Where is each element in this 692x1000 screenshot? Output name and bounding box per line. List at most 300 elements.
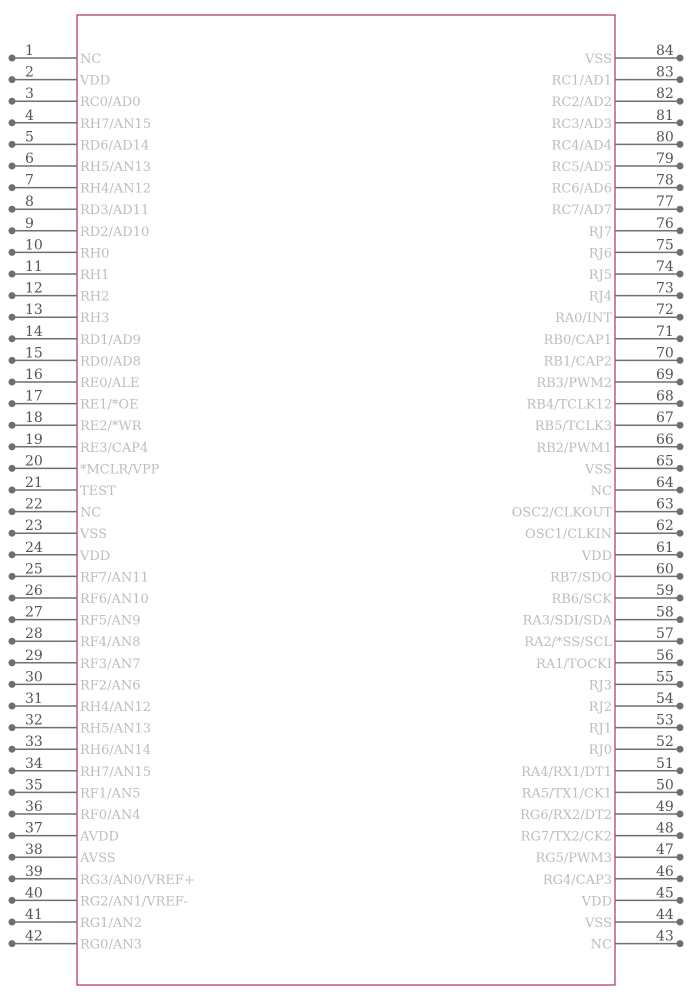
pin-number: 19 — [25, 431, 43, 448]
pin-number: 42 — [25, 928, 43, 945]
pin-end-dot — [9, 724, 16, 731]
left-pin-5 — [9, 129, 150, 153]
left-pin-20 — [9, 453, 160, 477]
right-pin-47 — [535, 842, 683, 866]
left-pin-9 — [9, 216, 150, 240]
pin-label: RF2/AN6 — [80, 678, 141, 694]
right-pin-84 — [584, 43, 683, 67]
pin-number: 44 — [656, 907, 674, 923]
pin-end-dot — [9, 638, 16, 645]
left-pin-34 — [9, 756, 152, 780]
left-pin-11 — [9, 259, 110, 283]
pin-end-dot — [9, 206, 16, 213]
right-pin-55 — [589, 669, 684, 693]
pin-end-dot — [677, 163, 684, 170]
left-pin-28 — [9, 626, 141, 650]
pin-end-dot — [9, 227, 16, 234]
pin-label: RF0/AN4 — [80, 808, 141, 823]
right-pin-51 — [521, 756, 683, 780]
pin-end-dot — [9, 119, 16, 126]
right-pin-group — [512, 43, 684, 953]
pin-end-dot — [677, 724, 684, 731]
pin-label: RJ2 — [588, 700, 612, 715]
left-pin-21 — [9, 475, 117, 499]
pin-number: 10 — [25, 237, 43, 254]
pin-number: 51 — [656, 755, 674, 772]
pin-end-dot — [677, 854, 684, 861]
pin-number: 45 — [656, 885, 674, 902]
pin-number: 66 — [656, 431, 674, 448]
pin-end-dot — [9, 184, 16, 191]
pin-number: 22 — [25, 496, 43, 513]
pin-label: RH4/AN12 — [80, 181, 152, 197]
right-pin-72 — [555, 302, 684, 326]
pin-label: RH2 — [80, 289, 110, 305]
pin-label: NC — [80, 52, 102, 67]
pin-end-dot — [677, 767, 684, 774]
pin-end-dot — [9, 271, 16, 278]
pin-label: NC — [590, 937, 612, 953]
pin-label: RF3/AN7 — [80, 656, 141, 672]
pin-end-dot — [9, 659, 16, 666]
pin-end-dot — [677, 119, 684, 126]
left-pin-38 — [9, 842, 116, 866]
left-pin-19 — [9, 432, 149, 456]
pin-label: RB1/CAP2 — [543, 354, 612, 370]
pin-label: NC — [80, 505, 102, 521]
pin-label: VDD — [80, 548, 111, 564]
pin-label: RH0 — [80, 246, 110, 262]
pin-label: VSS — [585, 916, 612, 931]
pin-number: 29 — [25, 647, 43, 664]
right-pin-61 — [581, 540, 684, 564]
right-pin-77 — [552, 194, 684, 218]
pin-label: RC4/AD4 — [551, 138, 612, 154]
left-pin-12 — [9, 281, 110, 305]
pin-label: VDD — [581, 894, 612, 910]
left-pin-42 — [9, 929, 142, 953]
pin-number: 74 — [656, 259, 674, 275]
pin-number: 6 — [25, 151, 34, 167]
pin-label: RG0/AN3 — [80, 937, 142, 953]
pin-label: RJ0 — [588, 743, 612, 759]
pin-end-dot — [677, 659, 684, 666]
right-pin-54 — [589, 691, 684, 715]
right-pin-45 — [581, 885, 684, 909]
left-pin-40 — [9, 885, 188, 909]
pin-end-dot — [677, 400, 684, 407]
left-pin-3 — [9, 86, 141, 110]
pin-end-dot — [9, 530, 16, 537]
pin-number: 36 — [25, 799, 43, 815]
right-pin-69 — [536, 367, 683, 391]
right-pin-81 — [552, 108, 684, 132]
pin-label: RH7/AN15 — [80, 116, 152, 132]
pin-number: 15 — [25, 345, 43, 362]
right-pin-58 — [523, 605, 684, 629]
pin-number: 8 — [25, 194, 34, 211]
right-pin-80 — [552, 129, 684, 153]
left-pin-32 — [9, 713, 152, 737]
pin-end-dot — [677, 292, 684, 299]
pin-label: RJ7 — [588, 224, 612, 240]
pin-number: 68 — [656, 388, 674, 405]
pin-label: RD0/AD8 — [80, 354, 141, 370]
left-pin-8 — [9, 194, 150, 218]
pin-number: 47 — [656, 842, 674, 859]
pin-end-dot — [9, 379, 16, 386]
pin-end-dot — [9, 551, 16, 558]
pin-end-dot — [677, 98, 684, 105]
right-pin-60 — [550, 561, 683, 585]
right-pin-63 — [512, 497, 684, 521]
pin-end-dot — [677, 206, 684, 213]
pin-number: 39 — [25, 863, 43, 880]
right-pin-82 — [552, 86, 684, 110]
pin-number: 20 — [25, 453, 43, 470]
pin-end-dot — [9, 940, 16, 947]
pin-number: 72 — [656, 302, 674, 319]
pin-end-dot — [677, 141, 684, 148]
pin-end-dot — [9, 465, 16, 472]
pin-end-dot — [9, 875, 16, 882]
pin-end-dot — [677, 746, 684, 753]
right-pin-50 — [522, 777, 684, 801]
pin-label: RA4/RX1/DT1 — [521, 764, 612, 780]
pin-end-dot — [9, 335, 16, 342]
pin-label: RD6/AD14 — [80, 138, 150, 154]
left-pin-13 — [9, 302, 110, 326]
pin-label: RB5/TCLK3 — [534, 419, 612, 435]
pin-number: 33 — [25, 734, 43, 751]
pin-end-dot — [9, 832, 16, 839]
pin-label: RG3/AN0/VREF+ — [80, 872, 195, 888]
pin-number: 7 — [25, 172, 34, 189]
pin-number: 75 — [656, 237, 674, 254]
pin-number: 40 — [25, 885, 43, 902]
pin-end-dot — [677, 595, 684, 602]
right-pin-71 — [544, 324, 684, 348]
pin-end-dot — [677, 681, 684, 688]
pin-label: RH4/AN12 — [80, 700, 152, 715]
pin-number: 59 — [656, 583, 674, 599]
pin-label: RA1/TOCKI — [536, 656, 612, 672]
pin-number: 53 — [656, 712, 674, 729]
pin-number: 65 — [656, 453, 674, 470]
pin-number: 62 — [656, 518, 674, 535]
left-pin-37 — [9, 821, 119, 845]
pin-label: RF6/AN10 — [80, 592, 149, 607]
pin-number: 37 — [25, 820, 43, 837]
left-pin-29 — [9, 648, 141, 672]
pin-label: RF4/AN8 — [80, 635, 141, 651]
pin-label: RA0/INT — [554, 311, 612, 327]
pin-number: 13 — [25, 302, 43, 319]
pin-label: AVSS — [80, 851, 116, 867]
pin-label: RF5/AN9 — [80, 613, 141, 629]
pin-label: TEST — [80, 484, 116, 499]
pin-end-dot — [9, 595, 16, 602]
pin-label: VSS — [80, 527, 107, 543]
pin-end-dot — [9, 163, 16, 170]
pin-end-dot — [9, 314, 16, 321]
pin-label: RH3 — [80, 311, 110, 327]
pin-label: RH6/AN14 — [80, 743, 152, 759]
pin-number: 5 — [25, 129, 34, 146]
pin-end-dot — [9, 789, 16, 796]
pin-label: RC3/AD3 — [551, 116, 612, 132]
pin-end-dot — [677, 897, 684, 904]
left-pin-30 — [9, 669, 141, 693]
pin-end-dot — [9, 897, 16, 904]
pin-number: 43 — [656, 928, 674, 945]
right-pin-74 — [589, 259, 684, 283]
pin-label: RF7/AN11 — [80, 570, 149, 586]
pin-number: 25 — [25, 561, 43, 578]
pin-number: 79 — [656, 151, 674, 167]
left-pin-15 — [9, 345, 141, 369]
pin-label: VSS — [585, 52, 612, 67]
left-pin-39 — [9, 864, 195, 888]
pin-label: RG7/TX2/CK2 — [520, 829, 612, 845]
right-pin-53 — [589, 713, 684, 737]
pin-number: 30 — [25, 669, 43, 686]
left-pin-4 — [9, 108, 152, 132]
pin-end-dot — [9, 811, 16, 818]
pin-label: OSC1/CLKIN — [525, 527, 612, 543]
right-pin-56 — [536, 648, 683, 672]
left-pin-17 — [9, 389, 139, 413]
pin-number: 69 — [656, 367, 674, 383]
pin-label: RB7/SDO — [550, 570, 612, 586]
left-pin-24 — [9, 540, 111, 564]
left-pin-group — [9, 43, 195, 953]
pin-label: RH1 — [80, 268, 110, 283]
pin-label: RC0/AD0 — [80, 95, 141, 111]
pin-number: 83 — [656, 64, 674, 81]
right-pin-79 — [552, 151, 684, 175]
pin-end-dot — [677, 832, 684, 839]
pin-label: RA5/TX1/CK1 — [521, 786, 612, 802]
left-pin-16 — [9, 367, 140, 391]
pin-end-dot — [9, 487, 16, 494]
pin-label: RG1/AN2 — [80, 916, 142, 931]
pin-label: VDD — [80, 73, 111, 89]
pin-label: RE3/CAP4 — [80, 440, 149, 456]
left-pin-18 — [9, 410, 143, 434]
pin-number: 78 — [656, 172, 674, 189]
left-pin-36 — [9, 799, 141, 823]
left-pin-35 — [9, 777, 141, 801]
pin-label: RC5/AD5 — [551, 160, 612, 175]
pin-number: 49 — [656, 799, 674, 815]
pin-end-dot — [677, 335, 684, 342]
pin-number: 11 — [25, 259, 43, 275]
pin-end-dot — [9, 76, 16, 83]
pin-label: RB4/TCLK12 — [526, 397, 612, 413]
right-pin-62 — [525, 518, 683, 542]
pin-number: 82 — [656, 86, 674, 103]
pin-number: 50 — [656, 777, 674, 794]
pin-number: 77 — [656, 194, 674, 211]
pin-end-dot — [677, 940, 684, 947]
pin-end-dot — [9, 249, 16, 256]
pin-number: 38 — [25, 842, 43, 859]
pin-number: 31 — [25, 691, 43, 707]
pin-label: RB6/SCK — [551, 592, 612, 607]
pin-number: 70 — [656, 345, 674, 362]
pin-end-dot — [677, 551, 684, 558]
pin-end-dot — [677, 76, 684, 83]
pin-label: RH7/AN15 — [80, 764, 152, 780]
pin-label: RJ6 — [588, 246, 612, 262]
pin-number: 80 — [656, 129, 674, 146]
pin-number: 4 — [25, 107, 34, 124]
right-pin-59 — [551, 583, 683, 607]
pin-label: RE1/*OE — [80, 397, 139, 413]
pin-label: RJ1 — [588, 721, 612, 737]
right-pin-52 — [589, 734, 684, 758]
pin-label: RC2/AD2 — [551, 95, 612, 111]
pin-number: 21 — [25, 475, 43, 491]
pin-number: 63 — [656, 496, 674, 513]
pin-end-dot — [9, 854, 16, 861]
pin-end-dot — [9, 681, 16, 688]
left-pin-6 — [9, 151, 152, 175]
left-pin-41 — [9, 907, 142, 931]
left-pin-22 — [9, 497, 102, 521]
right-pin-65 — [584, 453, 683, 477]
pin-number: 18 — [25, 410, 43, 427]
pin-end-dot — [9, 422, 16, 429]
pin-number: 9 — [25, 215, 34, 232]
pin-end-dot — [677, 616, 684, 623]
pin-label: RH5/AN13 — [80, 160, 152, 175]
right-pin-48 — [521, 821, 684, 845]
pin-number: 14 — [25, 323, 43, 340]
left-pin-26 — [9, 583, 149, 607]
pin-label: RG6/RX2/DT2 — [520, 808, 612, 823]
left-pin-7 — [9, 173, 152, 197]
left-pin-31 — [9, 691, 152, 715]
pin-label: RB2/PWM1 — [536, 440, 612, 456]
pin-label: NC — [590, 484, 612, 499]
pin-label: RG4/CAP3 — [542, 872, 612, 888]
pin-label: RG2/AN1/VREF- — [80, 894, 188, 910]
pin-number: 54 — [656, 691, 674, 707]
pin-number: 73 — [656, 280, 674, 297]
pin-label: RJ5 — [588, 268, 612, 283]
right-pin-49 — [520, 799, 683, 823]
pin-end-dot — [677, 875, 684, 882]
pin-number: 81 — [656, 107, 674, 124]
pin-end-dot — [677, 443, 684, 450]
pin-number: 35 — [25, 777, 43, 794]
pin-number: 46 — [656, 863, 674, 880]
pin-end-dot — [677, 314, 684, 321]
pin-number: 1 — [25, 43, 34, 59]
pin-number: 2 — [25, 64, 34, 81]
pin-label: RB3/PWM2 — [536, 376, 612, 391]
pin-end-dot — [677, 55, 684, 62]
pin-end-dot — [9, 573, 16, 580]
pin-end-dot — [677, 357, 684, 364]
left-pin-14 — [9, 324, 141, 348]
pin-end-dot — [677, 249, 684, 256]
pin-number: 57 — [656, 626, 674, 643]
pin-number: 60 — [656, 561, 674, 578]
pin-number: 67 — [656, 410, 674, 427]
pin-end-dot — [677, 789, 684, 796]
pin-number: 48 — [656, 820, 674, 837]
pin-number: 84 — [656, 43, 674, 59]
right-pin-57 — [524, 626, 683, 650]
pin-end-dot — [677, 638, 684, 645]
pin-label: RC1/AD1 — [551, 73, 612, 89]
pin-number: 28 — [25, 626, 43, 643]
pin-end-dot — [677, 422, 684, 429]
right-pin-43 — [591, 929, 684, 953]
pin-label: OSC2/CLKOUT — [511, 505, 612, 521]
pin-label: RJ4 — [588, 289, 612, 305]
pin-end-dot — [677, 271, 684, 278]
right-pin-75 — [589, 237, 684, 261]
pin-number: 32 — [25, 712, 43, 729]
pin-end-dot — [9, 357, 16, 364]
pin-label: RD3/AD11 — [80, 203, 150, 219]
pin-end-dot — [9, 508, 16, 515]
left-pin-25 — [9, 561, 149, 585]
pin-end-dot — [677, 530, 684, 537]
pin-number: 23 — [25, 518, 43, 535]
right-pin-83 — [552, 65, 684, 89]
pin-number: 27 — [25, 604, 43, 621]
left-pin-1 — [9, 43, 102, 67]
pin-label: RG5/PWM3 — [535, 851, 612, 867]
pin-end-dot — [9, 443, 16, 450]
pin-end-dot — [677, 919, 684, 926]
pin-number: 71 — [656, 323, 674, 340]
pin-label: RC7/AD7 — [551, 203, 612, 219]
pin-number: 26 — [25, 583, 43, 599]
right-pin-68 — [527, 389, 684, 413]
pin-label: RA3/SDI/SDA — [522, 613, 612, 629]
pin-label: VSS — [585, 462, 612, 478]
pin-end-dot — [9, 616, 16, 623]
pin-end-dot — [677, 487, 684, 494]
pin-label: RE2/*WR — [80, 419, 142, 435]
right-pin-73 — [589, 281, 684, 305]
pin-end-dot — [677, 379, 684, 386]
right-pin-76 — [589, 216, 684, 240]
pin-label: RC6/AD6 — [551, 181, 612, 197]
left-pin-27 — [9, 605, 141, 629]
pin-number: 56 — [656, 647, 674, 664]
right-pin-67 — [535, 410, 684, 434]
pin-end-dot — [677, 508, 684, 515]
pin-end-dot — [677, 811, 684, 818]
pin-end-dot — [9, 746, 16, 753]
pin-number: 16 — [25, 367, 43, 383]
pin-label: RD2/AD10 — [80, 224, 150, 240]
right-pin-70 — [544, 345, 684, 369]
pin-number: 34 — [25, 755, 43, 772]
pin-number: 41 — [25, 907, 43, 923]
pin-label: RD1/AD9 — [80, 332, 141, 348]
pin-label: *MCLR/VPP — [80, 462, 160, 478]
pin-label: VDD — [581, 548, 612, 564]
left-pin-33 — [9, 734, 152, 758]
